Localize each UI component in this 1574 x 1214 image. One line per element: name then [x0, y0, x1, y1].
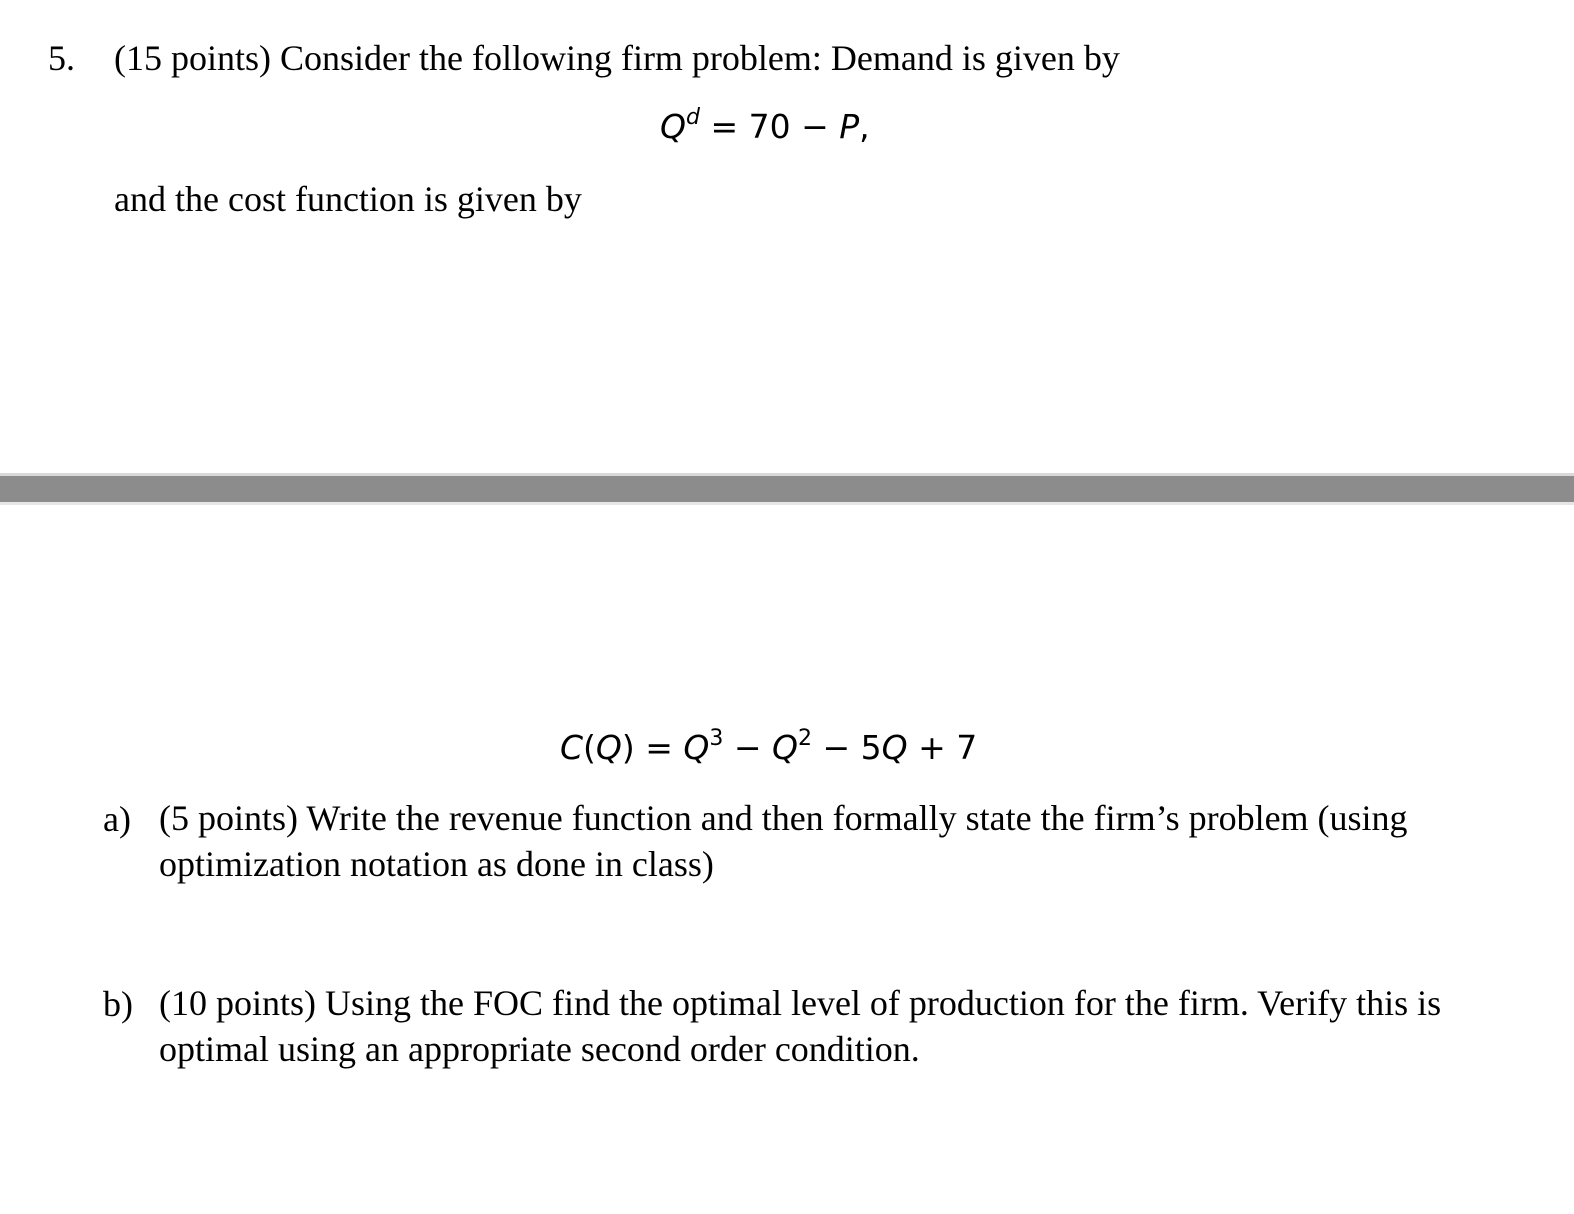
- part-b-text: [159, 980, 1489, 1072]
- cost-term2-superscript: 2: [798, 726, 813, 751]
- cost-term3: Q: [881, 728, 908, 767]
- cost-eq: =: [634, 728, 684, 767]
- demand-trailing: ,: [859, 107, 870, 146]
- part-b-label: b): [103, 984, 133, 1024]
- cost-equation: $C(Q) = Q^3 - Q^2 - 5Q + 7$: [560, 726, 978, 767]
- part-a-label: a): [103, 799, 131, 839]
- cost-plus: + 7: [907, 728, 978, 767]
- part-a-text: [159, 795, 1489, 887]
- cost-term1: Q: [683, 728, 710, 767]
- part-b-line2: optimal using an appropriate second order condition.: [159, 1029, 920, 1069]
- part-b-line1: (10 points) Using the FOC find the optimal level of production for the firm. Verify this is: [159, 983, 1442, 1023]
- cost-term1-superscript: 3: [709, 726, 724, 751]
- cost-arg: Q: [595, 728, 622, 767]
- question-intro: (15 points) Consider the following firm problem: Demand is given by: [114, 38, 1120, 78]
- part-a-line1: (5 points) Write the revenue function and then formally state the firm’s problem (using: [159, 798, 1408, 838]
- page-divider: [0, 473, 1574, 505]
- demand-rhs-variable: P: [839, 107, 860, 146]
- demand-equation: [660, 105, 870, 146]
- demand-rhs: = 70 −: [699, 107, 840, 146]
- question-number: 5.: [48, 38, 75, 78]
- demand-lhs: Q: [660, 107, 686, 146]
- cost-term2: Q: [772, 728, 799, 767]
- cost-func: C: [560, 728, 584, 767]
- part-a-line2: optimization notation as done in class): [159, 844, 714, 884]
- cost-intro: and the cost function is given by: [114, 179, 582, 219]
- demand-lhs-superscript: d: [685, 105, 700, 130]
- cost-minus2: − 5: [812, 728, 882, 767]
- cost-minus1: −: [723, 728, 773, 767]
